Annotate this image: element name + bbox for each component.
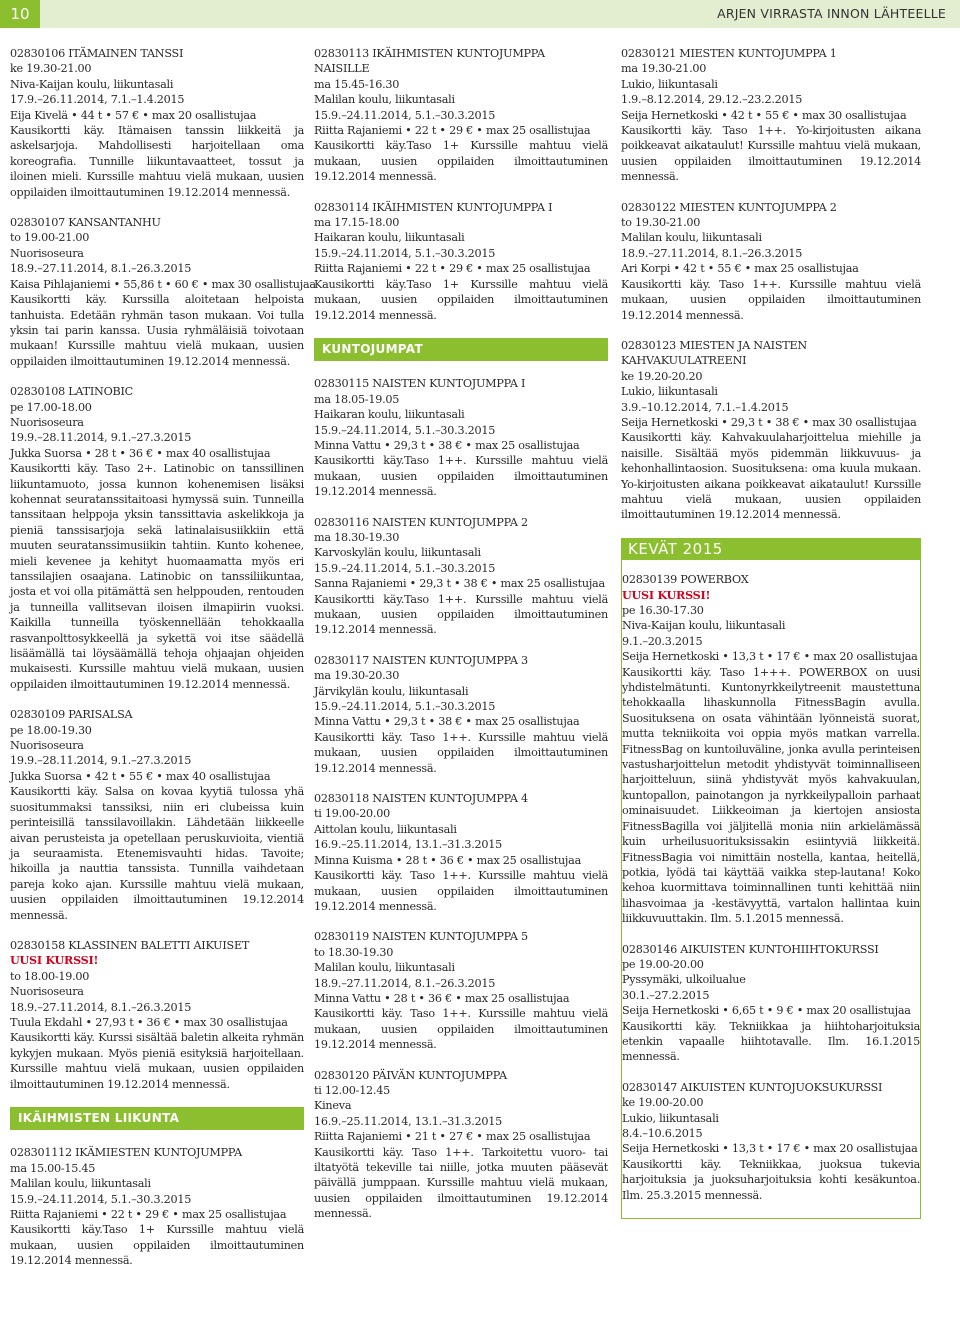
course-detail: ma 19.30-21.00 — [621, 62, 707, 76]
course-title: 02830121 MIESTEN KUNTOJUMPPA 1 — [621, 47, 837, 60]
course-entry — [314, 1068, 608, 1222]
course-list — [622, 560, 920, 1203]
course-detail: ke 19.00-20.00 — [622, 1096, 704, 1110]
course-title: 02830146 AIKUISTEN KUNTOHIIHTOKURSSI — [622, 942, 879, 956]
course-detail: Riitta Rajaniemi • 22 t • 29 € • max 25 osallistujaa — [314, 124, 591, 138]
course-title: 02830108 LATINOBIC — [10, 385, 133, 399]
section-heading: IKÄIHMISTEN LIIKUNTA — [10, 1107, 304, 1130]
course-detail: ma 19.30-20.30 — [314, 669, 400, 683]
section-heading: KUNTOJUMPAT — [314, 338, 608, 361]
course-description: Kausikortti käy. Tekniikkaa ja hiihtoharjoituksia etenkin vapaalle hiihtotavalle. Ilm. 16.1.2015 mennessä. — [622, 1019, 920, 1064]
course-title: 02830113 IKÄIHMISTEN KUNTOJUMPPA — [314, 47, 545, 60]
course-description: Kausikortti käy. Taso 1++. Kurssille mahtuu vielä mukaan, uusien oppilaiden ilmoittautuminen 19.12.2014 mennessä. — [314, 869, 608, 913]
course-title: 02830114 IKÄIHMISTEN KUNTOJUMPPA I — [314, 200, 553, 214]
course-detail: ma 15.45-16.30 — [314, 77, 400, 91]
course-detail: Minna Vattu • 29,3 t • 38 € • max 25 osallistujaa — [314, 715, 580, 729]
course-entry — [621, 46, 921, 185]
course-detail: Malilan koulu, liikuntasali — [621, 231, 762, 245]
course-list — [314, 46, 608, 323]
course-detail: pe 17.00-18.00 — [10, 400, 92, 414]
course-entry — [10, 384, 304, 692]
course-detail: Pyssymäki, ulkoilualue — [622, 973, 746, 987]
course-description: Kausikortti käy.Taso 1+ Kurssille mahtuu vielä mukaan, uusien oppilaiden ilmoittautuminen 19.12.2014 mennessä. — [314, 277, 608, 322]
course-detail: pe 16.30-17.30 — [622, 604, 704, 617]
course-title: 02830117 NAISTEN KUNTOJUMPPA 3 — [314, 653, 528, 667]
course-detail: 9.1.–20.3.2015 — [622, 634, 703, 648]
course-detail: ma 15.00-15.45 — [10, 1161, 96, 1175]
course-detail: Lukio, liikuntasali — [622, 1111, 719, 1125]
course-title: 02830109 PARISALSA — [10, 708, 133, 722]
course-title: 028301112 IKÄMIESTEN KUNTOJUMPPA — [10, 1146, 242, 1160]
course-detail: Nuorisoseura — [10, 415, 84, 429]
course-detail: NAISILLE — [314, 62, 370, 76]
course-detail: 15.9.–24.11.2014, 5.1.–30.3.2015 — [10, 1192, 192, 1206]
course-entry — [10, 707, 304, 923]
course-detail: Ari Korpi • 42 t • 55 € • max 25 osallistujaa — [621, 262, 859, 276]
course-detail: Nuorisoseura — [10, 985, 84, 999]
course-detail: ma 18.30-19.30 — [314, 530, 400, 544]
column-3 — [621, 46, 921, 1219]
course-detail: 15.9.–24.11.2014, 5.1.–30.3.2015 — [314, 108, 496, 122]
course-detail: Seija Hernetkoski • 13,3 t • 17 € • max 20 osallistujaa — [622, 650, 918, 664]
course-detail: Seija Hernetkoski • 6,65 t • 9 € • max 20 osallistujaa — [622, 1004, 911, 1018]
course-description: Kausikortti käy. Taso 1++. Kurssille mahtuu vielä mukaan, uusien oppilaiden ilmoittautuminen 19.12.2014 mennessä. — [621, 277, 921, 322]
course-detail: ti 12.00-12.45 — [314, 1083, 390, 1097]
course-detail: KAHVAKUULATREENI — [621, 354, 747, 368]
course-entry — [10, 46, 304, 200]
course-title: 02830147 AIKUISTEN KUNTOJUOKSUKURSSI — [622, 1080, 883, 1094]
course-detail: Haikaran koulu, liikuntasali — [314, 408, 465, 422]
course-entry — [622, 942, 920, 1065]
course-detail: Lukio, liikuntasali — [621, 385, 718, 399]
course-detail: 19.9.–28.11.2014, 9.1.–27.3.2015 — [10, 431, 192, 445]
course-list — [10, 1145, 304, 1268]
spring-2015-box — [621, 538, 921, 1219]
course-title: 02830106 ITÄMAINEN TANSSI — [10, 47, 184, 60]
course-title: 02830118 NAISTEN KUNTOJUMPPA 4 — [314, 792, 528, 806]
course-detail: ke 19.30-21.00 — [10, 62, 92, 76]
course-detail: Jukka Suorsa • 28 t • 36 € • max 40 osallistujaa — [10, 446, 271, 460]
course-detail: ma 18.05-19.05 — [314, 392, 400, 406]
course-description: Kausikortti käy. Kurssilla aloitetaan helpoista tanhuista. Edetään ryhmän tason mukaan. Voi tulla yksin tai parin kanssa. Uusia ryhmäläisiä toivotaan mukaan! Kurssille mahtuu vielä mukaan, uusien oppilaiden ilmoittautuminen 19.12.2014 mennessä. — [10, 293, 304, 368]
course-entry — [314, 653, 608, 776]
course-detail: Seija Hernetkoski • 42 t • 55 € • max 30 osallistujaa — [621, 108, 907, 122]
course-title: 02830116 NAISTEN KUNTOJUMPPA 2 — [314, 515, 528, 529]
course-detail: Riitta Rajaniemi • 21 t • 27 € • max 25 osallistujaa — [314, 1130, 591, 1144]
course-detail: 15.9.–24.11.2014, 5.1.–30.3.2015 — [314, 700, 496, 714]
course-detail: Nuorisoseura — [10, 246, 84, 260]
column-2 — [314, 46, 608, 1237]
course-detail: 16.9.–25.11.2014, 13.1.–31.3.2015 — [314, 1114, 502, 1128]
course-detail: Jukka Suorsa • 42 t • 55 € • max 40 osallistujaa — [10, 769, 271, 783]
course-title: 02830115 NAISTEN KUNTOJUMPPA I — [314, 377, 526, 391]
course-description: Kausikortti käy.Taso 1+ Kurssille mahtuu vielä mukaan, uusien oppilaiden ilmoittautuminen 19.12.2014 mennessä. — [10, 1223, 304, 1268]
course-entry — [314, 46, 608, 185]
course-detail: 19.9.–28.11.2014, 9.1.–27.3.2015 — [10, 754, 192, 768]
course-detail: pe 18.00-19.30 — [10, 723, 92, 737]
new-course-badge: UUSI KURSSI! — [622, 587, 711, 602]
course-detail: 18.9.–27.11.2014, 8.1.–26.3.2015 — [621, 246, 803, 260]
course-detail: Lukio, liikuntasali — [621, 77, 718, 91]
course-list — [10, 46, 316, 1092]
course-list — [621, 46, 921, 523]
course-description: Kausikortti käy. Taso 1++. Tarkoitettu vuoro- tai iltatyötä tekeville tai niille, jotka muuten pääsevät päivällä jumppaan. Kurssille mahtuu vielä mukaan, uusien oppilaiden ilmoittautuminen 19.12.2014 mennessä. — [314, 1145, 608, 1221]
course-detail: 18.9.–27.11.2014, 8.1.–26.3.2015 — [314, 976, 496, 990]
course-description: Kausikortti käy. Itämaisen tanssin liikkeitä ja askelsarjoja. Mahdollisesti harjoitellaan oma koreografia. Tunnille liikuntavaatteet, tossut ja iloinen mieli. Kurssille mahtuu vielä mukaan, uusien oppilaiden ilmoittautuminen 19.12.2014 mennessä. — [10, 124, 304, 199]
course-entry — [314, 929, 608, 1052]
course-detail: Riitta Rajaniemi • 22 t • 29 € • max 25 osallistujaa — [10, 1208, 287, 1222]
course-title: 02830122 MIESTEN KUNTOJUMPPA 2 — [621, 200, 837, 214]
course-detail: Niva-Kaijan koulu, liikuntasali — [622, 619, 786, 633]
course-detail: to 19.30-21.00 — [621, 216, 701, 230]
course-detail: Seija Hernetkoski • 29,3 t • 38 € • max 30 osallistujaa — [621, 415, 917, 429]
course-detail: 8.4.–10.6.2015 — [622, 1127, 703, 1140]
course-description: Kausikortti käy. Taso 2+. Latinobic on tanssillinen liikuntamuoto, jossa kunnon kohenemisen lisäksi kohennat seuratanssitaitoasi hymyssä suin. Tunneilla tanssitaan helppoja yksin tanssittavia askelikkoja ja pieniä tanssisarjoja sekä latinalaisusiikkiin että muuten seuratanssimusiikin tahtiin. Kunto kohenee, mieli kevenee ja kehityt huomaamatta myös eri tanssilajien osaajana. Latinobic on tanssiliikuntaa, josta et voi olla pitämättä sen helppouden, rentouden ja tunneilla vallitsevan iloisen ilmapiirin vuoksi. Kaikilla tunneilla työskennellään tehokkaalla rasvanpolttosykkeellä ja sykettä voi itse säädellä lisäämällä tai löysäämällä tehoja ohjaajan ohjeiden mukaisesti. Kurssille mahtuu vielä mukaan, uusien oppilaiden ilmoittautuminen 19.12.2014 mennessä. — [10, 462, 304, 691]
course-entry — [621, 338, 921, 523]
new-course-badge: UUSI KURSSI! — [10, 953, 99, 968]
course-description: Kausikortti käy. Salsa on kovaa kyytiä tulossa yhä suositummaksi tanssiksi, niin eri clubeissa kuin perinteisillä tanssilavoillakin. Lähdetään liikkeelle aivan perusteista ja opetellaan peruskuvioita, vientiä ja seuraamista. Etenemisvauhti hidas. Tavoite; hikoilla ja nauttia tanssista. Tunnilla vaihdetaan pareja koko ajan. Kurssille mahtuu vielä mukaan, uusien oppilaiden ilmoittautuminen 19.12.2014 mennessä. — [10, 785, 304, 922]
course-description: Kausikortti käy. Taso 1+++. POWERBOX on uusi yhdistelmätunti. Kuntonyrkkeilytreenit maustettuna tehokkaalla lihaskunnolla FitnessBagin avulla. Suosituksena on osata vähintään lyönneistä suorat, mutta tekniikoita voi oppia myös matkan varrella. FitnessBag on kuntoiluväline, jonka avulla perinteisen vastusharjoittelun metodit yhdistyvät toiminnalliseen harjoitteluun, siinä yhdistyvät myös kahvakuulan, kuntopallon, painotangon ja nyrkkeilypalloin parhaat ominaisuudet. Liikkeoiman ja kiertojen ansiosta FitnessBagilla voi jäljitellä monia niin arkielämässä kuin urheilusuorituksissakin esiintyviä liikkeitä. FitnessBagia voi nimittäin nostella, kantaa, heitellä, potkia, lyödä tai käyttää vaikka step-lautana! Koko kehoa kuormittava toiminnallinen tunti kehittää niin lihasvoimaa ja -kestävyyttä, vartalon hallintaa kuin liikkuvuuttakin. Ilm. 5.1.2015 mennessä. — [622, 665, 920, 926]
course-detail: Kaisa Pihlajaniemi • 55,86 t • 60 € • max 30 osallistujaa — [10, 277, 316, 291]
course-description: Kausikortti käy.Taso 1+ Kurssille mahtuu vielä mukaan, uusien oppilaiden ilmoittautuminen 19.12.2014 mennessä. — [314, 139, 608, 184]
header-bar — [40, 0, 960, 28]
course-entry — [314, 791, 608, 914]
course-detail: 15.9.–24.11.2014, 5.1.–30.3.2015 — [314, 246, 496, 260]
course-detail: Kineva — [314, 1099, 352, 1113]
spring-title: KEVÄT 2015 — [622, 539, 920, 560]
course-detail: to 18.30-19.30 — [314, 945, 394, 959]
course-title: 02830123 MIESTEN JA NAISTEN — [621, 338, 807, 352]
course-description: Kausikortti käy. Kurssi sisältää baletin alkeita ryhmän kykyjen mukaan. Myös pieniä esityksiä harjoitellaan. Kurssille mahtuu vielä mukaan, uusien oppilaiden ilmoittautuminen 19.12.2014 mennessä. — [10, 1031, 304, 1091]
course-detail: pe 19.00-20.00 — [622, 957, 704, 971]
course-detail: Malilan koulu, liikuntasali — [314, 961, 455, 975]
page-header — [0, 0, 960, 28]
course-entry — [622, 572, 920, 926]
course-detail: Riitta Rajaniemi • 22 t • 29 € • max 25 osallistujaa — [314, 262, 591, 276]
course-detail: 18.9.–27.11.2014, 8.1.–26.3.2015 — [10, 262, 192, 276]
course-detail: 3.9.–10.12.2014, 7.1.–1.4.2015 — [621, 400, 789, 414]
course-detail: Järvikylän koulu, liikuntasali — [314, 684, 469, 698]
course-detail: Niva-Kaijan koulu, liikuntasali — [10, 77, 174, 91]
course-description: Kausikortti käy. Taso 1++. Yo-kirjoitusten aikana poikkeavat aikataulut! Kurssille mahtuu vielä mukaan, uusien oppilaiden ilmoittautuminen 19.12.2014 mennessä. — [621, 124, 921, 184]
course-detail: ti 19.00-20.00 — [314, 807, 390, 821]
course-detail: ma 17.15-18.00 — [314, 216, 400, 230]
course-entry — [622, 1080, 920, 1203]
course-entry — [10, 215, 316, 369]
course-description: Kausikortti käy.Taso 1++. Kurssille mahtuu vielä mukaan, uusien oppilaiden ilmoittautuminen 19.12.2014 mennessä. — [314, 454, 608, 499]
course-detail: to 19.00-21.00 — [10, 231, 90, 245]
course-description: Kausikortti käy. Taso 1++. Kurssille mahtuu vielä mukaan, uusien oppilaiden ilmoittautuminen 19.12.2014 mennessä. — [314, 1007, 608, 1052]
course-entry — [314, 376, 608, 499]
course-description: Kausikortti käy. Kahvakuulaharjoittelua miehille ja naisille. Sisältää myös pidemmän liikkuvuus- ja kehonhallintaosion. Suosituksena: oma kuula mukaan. Yo-kirjoitusten aikana poikkeavat aikataulut! Kurssille mahtuu vielä mukaan, uusien oppilaiden ilmoittautuminen 19.12.2014 mennessä. — [621, 431, 921, 522]
course-detail: Malilan koulu, liikuntasali — [314, 93, 455, 107]
page-number: 10 — [0, 0, 40, 28]
course-detail: 17.9.–26.11.2014, 7.1.–1.4.2015 — [10, 93, 185, 107]
course-detail: 18.9.–27.11.2014, 8.1.–26.3.2015 — [10, 1000, 192, 1014]
course-detail: Nuorisoseura — [10, 739, 84, 753]
course-detail: ke 19.20-20.20 — [621, 369, 703, 383]
running-title: ARJEN VIRRASTA INNON LÄHTEELLE — [717, 6, 946, 21]
course-entry — [314, 515, 608, 638]
course-detail: 15.9.–24.11.2014, 5.1.–30.3.2015 — [314, 561, 496, 575]
course-detail: Malilan koulu, liikuntasali — [10, 1177, 151, 1191]
course-title: 02830119 NAISTEN KUNTOJUMPPA 5 — [314, 930, 528, 944]
course-title: 02830158 KLASSINEN BALETTI AIKUISET — [10, 938, 250, 952]
course-detail: Minna Vattu • 29,3 t • 38 € • max 25 osallistujaa — [314, 438, 580, 452]
course-detail: 16.9.–25.11.2014, 13.1.–31.3.2015 — [314, 838, 502, 852]
course-detail: Eija Kivelä • 44 t • 57 € • max 20 osallistujaa — [10, 108, 257, 122]
course-entry — [314, 200, 608, 323]
course-detail: Aittolan koulu, liikuntasali — [314, 822, 457, 836]
course-entry — [621, 200, 921, 323]
course-detail: Sanna Rajaniemi • 29,3 t • 38 € • max 25 osallistujaa — [314, 577, 605, 591]
course-entry — [10, 938, 304, 1092]
course-list — [314, 376, 608, 1221]
course-detail: Karvoskylän koulu, liikuntasali — [314, 546, 481, 560]
course-detail: to 18.00-19.00 — [10, 969, 90, 983]
course-title: 02830120 PÄIVÄN KUNTOJUMPPA — [314, 1068, 507, 1082]
course-description: Kausikortti käy.Taso 1++. Kurssille mahtuu vielä mukaan, uusien oppilaiden ilmoittautuminen 19.12.2014 mennessä. — [314, 592, 608, 637]
course-detail: Seija Hernetkoski • 13,3 t • 17 € • max 20 osallistujaa — [622, 1142, 918, 1156]
course-detail: 30.1.–27.2.2015 — [622, 988, 710, 1002]
course-detail: Haikaran koulu, liikuntasali — [314, 231, 465, 245]
course-detail: Minna Vattu • 28 t • 36 € • max 25 osallistujaa — [314, 991, 570, 1005]
course-detail: Tuula Ekdahl • 27,93 t • 36 € • max 30 osallistujaa — [10, 1015, 288, 1029]
course-title: 02830107 KANSANTANHU — [10, 216, 161, 230]
course-entry — [10, 1145, 304, 1268]
course-title: 02830139 POWERBOX — [622, 573, 749, 587]
course-description: Kausikortti käy. Taso 1++. Kurssille mahtuu vielä mukaan, uusien oppilaiden ilmoittautuminen 19.12.2014 mennessä. — [314, 730, 608, 775]
course-detail: 1.9.–8.12.2014, 29.12.–23.2.2015 — [621, 93, 803, 107]
column-1 — [10, 46, 316, 1284]
course-detail: Minna Kuisma • 28 t • 36 € • max 25 osallistujaa — [314, 853, 581, 867]
course-description: Kausikortti käy. Tekniikkaa, juoksua tukevia harjoituksia ja juoksuharjoituksia kohti kesäkuntoa. Ilm. 25.3.2015 mennessä. — [622, 1157, 920, 1202]
course-detail: 15.9.–24.11.2014, 5.1.–30.3.2015 — [314, 423, 496, 437]
